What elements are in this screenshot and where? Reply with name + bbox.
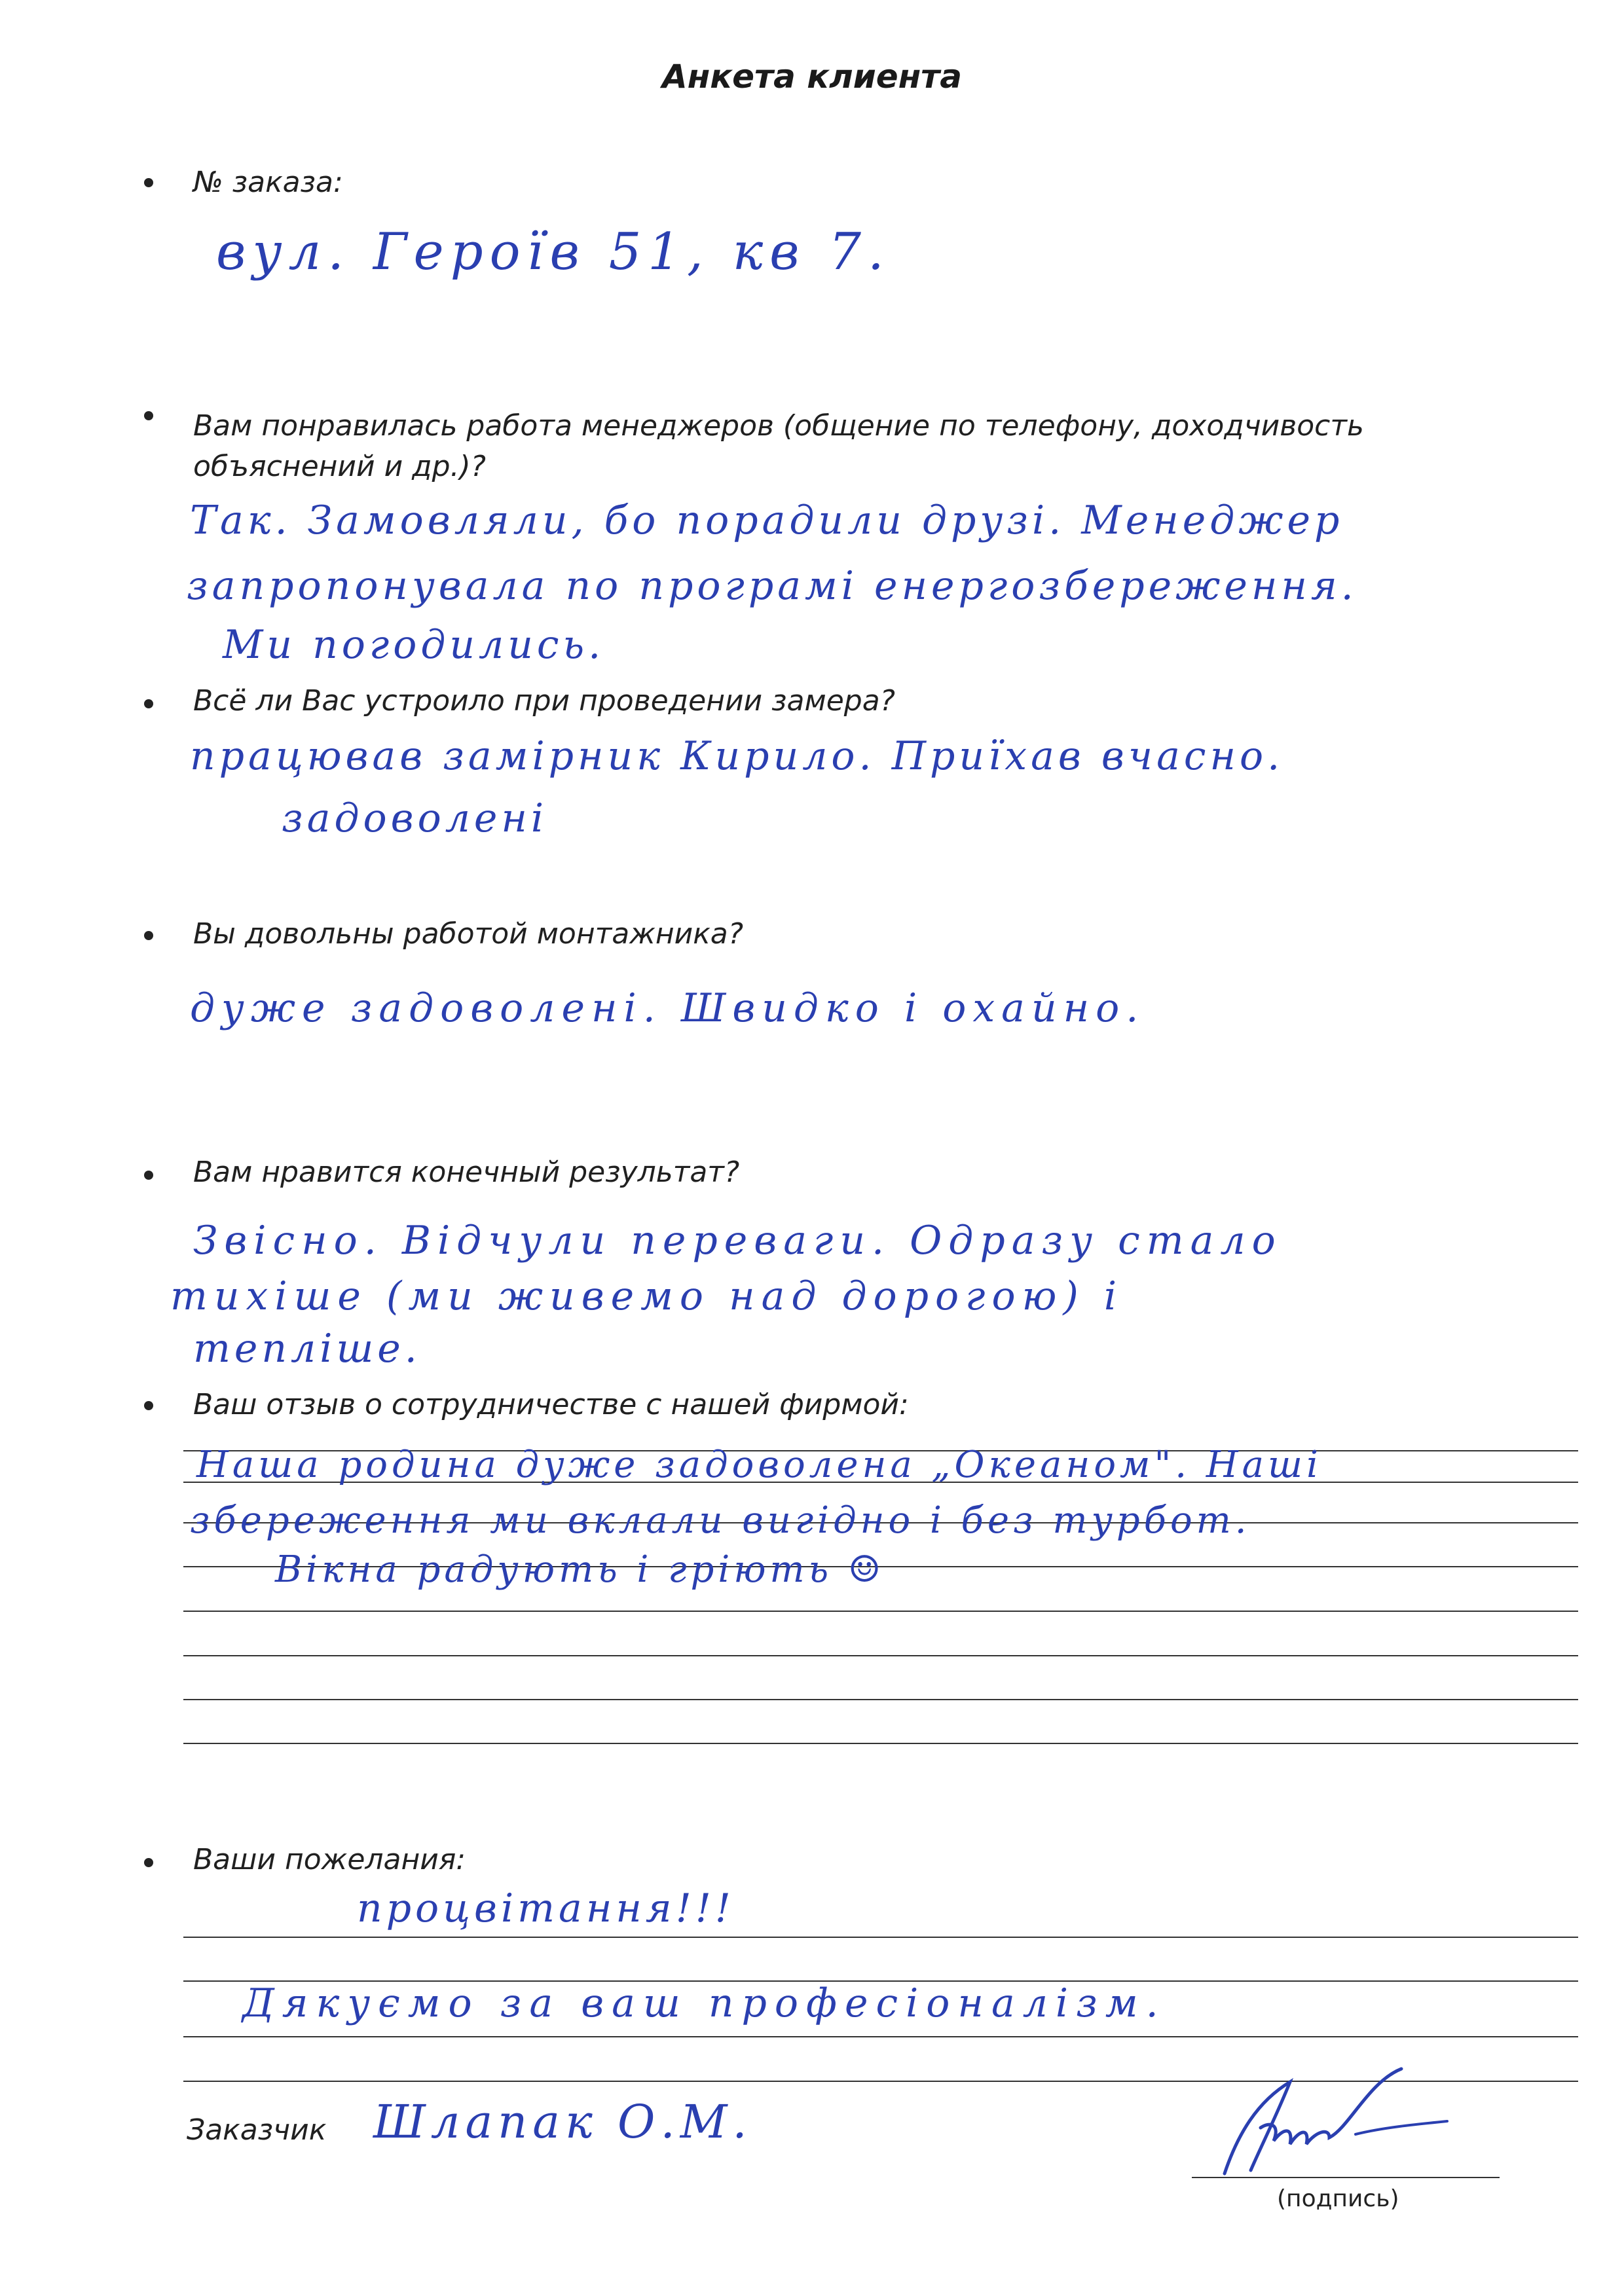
answer-measurement-line-2: задоволені [282,795,548,841]
answer-managers-line-2: запропонувала по програмі енергозбереження. [187,563,1357,609]
question-result: Вам нравится конечный результат? [193,1156,740,1189]
answer-wishes-line-2: Дякуємо за ваш професіоналізм. [242,1980,1166,2026]
answer-managers-line-3: Ми погодились. [223,622,605,668]
answer-managers-line-1: Так. Замовляли, бо порадили друзі. Менеджер [190,498,1344,543]
bullet [144,411,153,420]
question-managers-label: Вам понравилась работа менеджеров (общение по телефону, доходчивость объяснений и др.)? [193,409,1364,483]
question-wishes: Ваши пожелания: [193,1843,466,1876]
bullet [144,1171,153,1180]
form-title: Анкета клиента [662,58,962,96]
answer-feedback-line-1: Наша родина дуже задоволена „Океаном". Наші [196,1444,1323,1486]
writing-line [183,1743,1578,1744]
bullet [144,178,153,187]
question-managers [193,406,1536,487]
signature-image [1198,2056,1473,2187]
answer-wishes-line-1: процвітання!!! [357,1886,735,1931]
answer-feedback-line-3: Вікна радують і гріють ☺ [275,1548,885,1591]
question-feedback: Ваш отзыв о сотрудничестве с нашей фирмой: [193,1388,909,1421]
answer-feedback-line-2: збереження ми вклали вигідно і без турбот. [190,1499,1251,1542]
answer-result-line-2: тихіше (ми живемо над дорогою) і [170,1273,1124,1319]
question-order-number: № заказа: [193,166,343,199]
writing-line [183,1655,1578,1656]
answer-order-number: вул. Героїв 51, кв 7. [216,223,891,282]
bullet [144,1858,153,1867]
answer-measurement-line-1: працював замірник Кирило. Приїхав вчасно. [190,733,1284,779]
writing-line [183,1699,1578,1700]
answer-result-line-1: Звісно. Відчули переваги. Одразу стало [193,1218,1282,1264]
writing-line [183,2036,1578,2037]
writing-line [183,1611,1578,1612]
answer-result-line-3: тепліше. [193,1326,421,1372]
signature-caption: (подпись) [1277,2185,1399,2212]
question-measurement: Всё ли Вас устроило при проведении замера? [193,684,896,718]
customer-label: Заказчик [187,2113,327,2147]
customer-name: Шлапак О.М. [373,2095,752,2149]
bullet [144,1401,153,1410]
signature-line [1192,2177,1500,2178]
bullet [144,931,153,940]
answer-installer: дуже задоволені. Швидко і охайно. [190,985,1145,1031]
writing-line [183,1937,1578,1938]
bullet [144,699,153,708]
question-installer: Вы довольны работой монтажника? [193,917,744,951]
